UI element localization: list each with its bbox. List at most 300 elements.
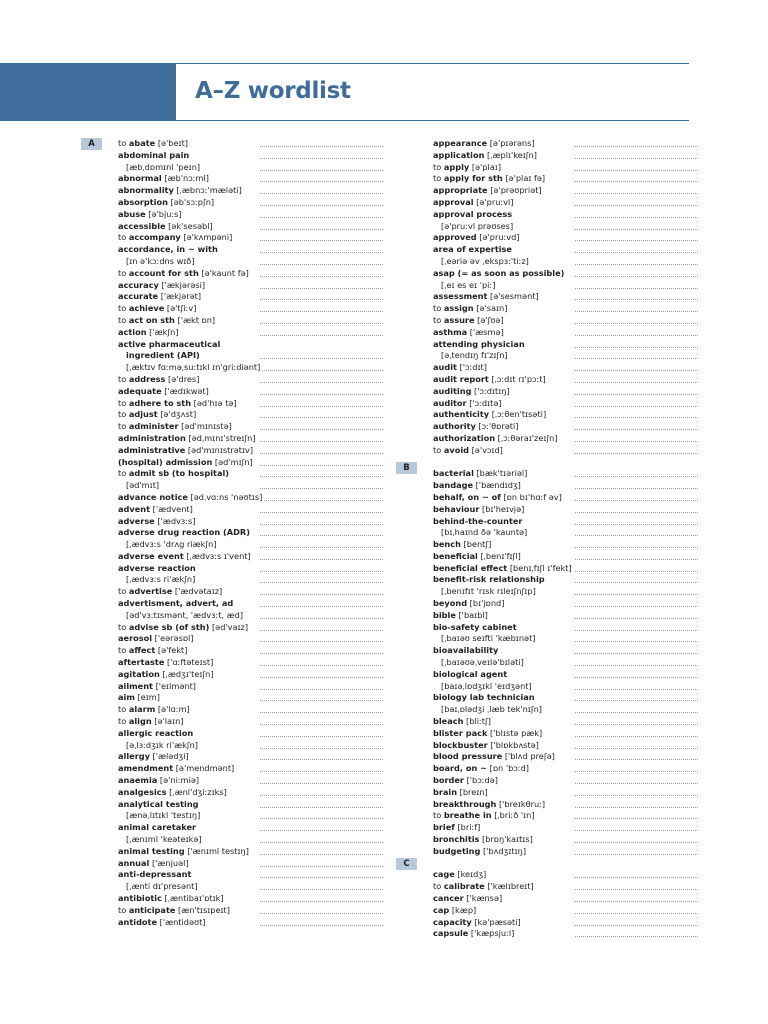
translation-writing-line[interactable]: [260, 677, 383, 678]
translation-writing-line[interactable]: [260, 311, 383, 312]
headword: behind-the-counter: [433, 515, 523, 526]
translation-writing-line[interactable]: [575, 524, 698, 525]
translation-writing-line[interactable]: [260, 465, 383, 466]
translation-writing-line[interactable]: [260, 205, 383, 206]
wordlist-entry: [433, 398, 698, 410]
pronunciation: [ˌænti dɪ'presənt]: [126, 881, 198, 892]
entry-prefix: to: [118, 586, 129, 597]
headword: accuracy: [118, 279, 159, 290]
headword: asthma: [433, 326, 468, 337]
wordlist-entry: [433, 339, 698, 351]
pronunciation: [ænəˌlɪtɪkl 'testɪŋ]: [126, 810, 201, 821]
entry-prefix: to: [433, 314, 444, 325]
pronunciation: [əd'hɪə tə]: [191, 397, 237, 408]
pronunciation: [kə'pæsəti]: [471, 916, 521, 927]
wordlist-entry: [118, 327, 383, 339]
pronunciation: [ˌædvɜːs ri'ækʃn]: [126, 574, 196, 585]
translation-writing-line[interactable]: [260, 181, 383, 182]
entry-text: [433, 917, 523, 927]
entry-text: [441, 256, 531, 266]
translation-writing-line[interactable]: [260, 547, 383, 548]
translation-writing-line[interactable]: [575, 358, 698, 359]
translation-writing-line[interactable]: [575, 264, 698, 265]
wordlist-entry: [433, 244, 698, 256]
translation-writing-line[interactable]: [260, 559, 383, 560]
wordlist-entry: [118, 586, 383, 598]
headword: adequate: [118, 385, 162, 396]
entry-text: [118, 716, 185, 726]
translation-writing-line[interactable]: [260, 889, 383, 890]
wordlist-entry: [433, 409, 698, 421]
translation-writing-line[interactable]: [260, 913, 383, 914]
wordlist-entry-continuation: [118, 834, 383, 846]
translation-writing-line[interactable]: [260, 807, 383, 808]
translation-writing-line[interactable]: [575, 606, 698, 607]
translation-writing-line[interactable]: [575, 512, 698, 513]
entry-text: [118, 409, 198, 419]
pronunciation: [əd'vɜːtɪsmənt, 'ædvɜːt, æd]: [126, 609, 244, 620]
entry-prefix: to: [118, 468, 129, 479]
entry-text: [118, 775, 201, 785]
headword: adverse drug reaction (ADR): [118, 527, 250, 538]
headword: abdominal pain: [118, 149, 190, 160]
translation-writing-line[interactable]: [260, 724, 383, 725]
translation-writing-line[interactable]: [260, 453, 383, 454]
entry-text: [433, 421, 520, 431]
translation-writing-line[interactable]: [575, 229, 698, 230]
translation-writing-line[interactable]: [575, 889, 698, 890]
translation-writing-line[interactable]: [260, 712, 383, 713]
headword: annual: [118, 857, 150, 868]
translation-writing-line[interactable]: [260, 818, 383, 819]
headword: bacterial: [433, 468, 474, 479]
translation-writing-line[interactable]: [260, 866, 383, 867]
headword: ailment: [118, 680, 153, 691]
pronunciation: [bɪ'heɪvjə]: [479, 503, 525, 514]
page-title: A–Z wordlist: [195, 78, 351, 104]
wordlist-entry: [433, 303, 698, 315]
translation-writing-line[interactable]: [575, 936, 698, 937]
headword: appropriate: [433, 185, 488, 196]
translation-writing-line[interactable]: [260, 158, 383, 159]
translation-writing-line[interactable]: [575, 641, 698, 642]
entry-text: [433, 751, 557, 761]
pronunciation: [bliːtʃ]: [463, 716, 491, 727]
translation-writing-line[interactable]: [575, 653, 698, 654]
translation-writing-line[interactable]: [575, 618, 698, 619]
pronunciation: [æbˌdɒmɪnl 'peɪn]: [126, 161, 201, 172]
entry-text: [441, 280, 497, 290]
translation-writing-line[interactable]: [260, 370, 383, 371]
wordlist-entry: [433, 740, 698, 752]
translation-writing-line[interactable]: [260, 736, 383, 737]
translation-writing-line[interactable]: [260, 417, 383, 418]
wordlist-entry-continuation: [118, 740, 383, 752]
entry-text: [118, 280, 207, 290]
entry-text: [433, 303, 509, 313]
translation-writing-line[interactable]: [260, 842, 383, 843]
translation-writing-line[interactable]: [575, 429, 698, 430]
headword: abate: [128, 138, 156, 148]
translation-writing-line[interactable]: [260, 854, 383, 855]
entry-text: [433, 445, 505, 455]
translation-writing-line[interactable]: [575, 901, 698, 902]
pronunciation: [ˌbenɪfɪt 'rɪsk rɪleɪʃnʃɪp]: [441, 586, 536, 597]
headword: anti-depressant: [118, 869, 192, 880]
entry-text: [118, 905, 232, 915]
entry-text: [118, 303, 198, 313]
entry-text: [433, 468, 529, 478]
entry-prefix: to: [433, 444, 444, 455]
headword: capsule: [433, 928, 469, 939]
translation-writing-line[interactable]: [260, 901, 383, 902]
translation-writing-line[interactable]: [260, 193, 383, 194]
translation-writing-line[interactable]: [260, 830, 383, 831]
translation-writing-line[interactable]: [260, 771, 383, 772]
translation-writing-line[interactable]: [260, 925, 383, 926]
wordlist-entry: [433, 905, 698, 917]
wordlist-entry: [118, 681, 383, 693]
entry-text: [433, 209, 514, 219]
translation-writing-line[interactable]: [260, 288, 383, 289]
pronunciation: [bɪ'jɒnd]: [467, 598, 505, 609]
headword: biology lab technician: [433, 692, 535, 703]
entry-text: [118, 138, 190, 148]
wordlist-entry: [118, 209, 383, 221]
wordlist-entry: [118, 232, 383, 244]
wordlist-entry: [118, 386, 383, 398]
pronunciation: ['eərəsɒl]: [152, 633, 194, 644]
wordlist-entry: [433, 516, 698, 528]
translation-writing-line[interactable]: [575, 571, 698, 572]
translation-writing-line[interactable]: [575, 311, 698, 312]
translation-writing-line[interactable]: [575, 453, 698, 454]
translation-writing-line[interactable]: [260, 700, 383, 701]
headword: cage: [433, 869, 455, 880]
translation-writing-line[interactable]: [260, 571, 383, 572]
translation-writing-line[interactable]: [575, 276, 698, 277]
translation-writing-line[interactable]: [575, 913, 698, 914]
wordlist-entry: [118, 421, 383, 433]
translation-writing-line[interactable]: [575, 818, 698, 819]
translation-writing-line[interactable]: [260, 240, 383, 241]
pronunciation: [ˌæntibaɪ'ɒtɪk]: [161, 893, 224, 903]
entry-text: [118, 846, 251, 856]
translation-writing-line[interactable]: [575, 323, 698, 324]
entry-text: [433, 763, 531, 773]
entry-text: [433, 622, 519, 632]
entry-text: [433, 728, 544, 738]
pronunciation: [ədˌvɑːns 'nəʊtɪs]: [187, 491, 263, 502]
translation-writing-line[interactable]: [260, 653, 383, 654]
pronunciation: ['ædvent]: [150, 503, 193, 514]
translation-writing-line[interactable]: [575, 795, 698, 796]
translation-writing-line[interactable]: [575, 547, 698, 548]
headword: allergic reaction: [118, 727, 194, 738]
translation-writing-line[interactable]: [575, 240, 698, 241]
wordlist-entry: [118, 858, 383, 870]
entry-text: [433, 574, 547, 584]
pronunciation: [ə'mendmənt]: [173, 763, 235, 774]
translation-writing-line[interactable]: [575, 712, 698, 713]
translation-writing-line[interactable]: [260, 146, 383, 147]
wordlist-entry: [433, 810, 698, 822]
translation-writing-line[interactable]: [260, 606, 383, 607]
entry-text: [433, 740, 541, 750]
pronunciation: ['kænsə]: [463, 893, 503, 903]
translation-writing-line[interactable]: [575, 299, 698, 300]
translation-writing-line[interactable]: [575, 559, 698, 560]
translation-writing-line[interactable]: [260, 441, 383, 442]
wordlist-entry: [433, 775, 698, 787]
entry-text: [433, 398, 504, 408]
headword: area of expertise: [433, 244, 512, 255]
translation-writing-line[interactable]: [260, 170, 383, 171]
entry-prefix: to: [433, 173, 444, 184]
translation-writing-line[interactable]: [575, 582, 698, 583]
headword: accordance, in ~ with: [118, 244, 218, 255]
translation-writing-line[interactable]: [575, 193, 698, 194]
translation-writing-line[interactable]: [260, 512, 383, 513]
entry-text: [433, 869, 488, 879]
headword: application: [433, 149, 485, 160]
translation-writing-line[interactable]: [260, 618, 383, 619]
entry-text: [118, 704, 192, 714]
translation-writing-line[interactable]: [260, 582, 383, 583]
translation-writing-line[interactable]: [260, 358, 383, 359]
entry-text: [433, 905, 478, 915]
entry-text: [126, 539, 219, 549]
entry-text: [118, 622, 250, 632]
translation-writing-line[interactable]: [575, 394, 698, 395]
pronunciation: [ə'sesmənt]: [487, 291, 539, 302]
entry-text: [441, 704, 544, 714]
translation-writing-line[interactable]: [575, 724, 698, 725]
translation-writing-line[interactable]: [260, 524, 383, 525]
entry-text: [118, 728, 195, 738]
entry-text: [433, 409, 548, 419]
translation-writing-line[interactable]: [260, 535, 383, 536]
translation-writing-line[interactable]: [575, 665, 698, 666]
pronunciation: ['bɔːdə]: [463, 775, 498, 786]
translation-writing-line[interactable]: [575, 370, 698, 371]
headword: analytical testing: [118, 798, 199, 809]
wordlist-entry: [433, 480, 698, 492]
entry-text: [118, 398, 239, 408]
translation-writing-line[interactable]: [575, 842, 698, 843]
wordlist-entry: [118, 244, 383, 256]
translation-writing-line[interactable]: [575, 417, 698, 418]
translation-writing-line[interactable]: [575, 217, 698, 218]
pronunciation: ['ækt ɒn]: [174, 314, 216, 325]
entry-text: [118, 374, 201, 384]
wordlist-entry: [118, 492, 383, 504]
headword: advertisment, advert, ad: [118, 598, 234, 609]
pronunciation: [brɒŋ'kaɪtɪs]: [479, 834, 533, 845]
translation-writing-line[interactable]: [260, 264, 383, 265]
headword: budgeting: [433, 845, 481, 856]
translation-writing-line[interactable]: [260, 276, 383, 277]
translation-writing-line[interactable]: [575, 854, 698, 855]
wordlist-entry: [118, 433, 383, 445]
translation-writing-line[interactable]: [260, 641, 383, 642]
entry-prefix: to: [118, 409, 129, 420]
translation-writing-line[interactable]: [575, 807, 698, 808]
translation-writing-line[interactable]: [575, 146, 698, 147]
translation-writing-line[interactable]: [575, 170, 698, 171]
wordlist-entry: [118, 787, 383, 799]
entry-text: [118, 315, 217, 325]
translation-writing-line[interactable]: [575, 382, 698, 383]
translation-writing-line[interactable]: [575, 830, 698, 831]
entry-text: [118, 917, 208, 927]
entry-text: [126, 574, 197, 584]
pronunciation: ['blʌd preʃə]: [502, 751, 555, 762]
translation-writing-line[interactable]: [260, 394, 383, 395]
translation-writing-line[interactable]: [260, 877, 383, 878]
translation-writing-line[interactable]: [260, 323, 383, 324]
translation-writing-line[interactable]: [260, 217, 383, 218]
pronunciation: [ˌbriːð 'ɪn]: [491, 810, 535, 821]
entry-text: [118, 516, 197, 526]
pronunciation: [ɒn bɪ'hɑːf əv]: [500, 491, 562, 502]
translation-writing-line[interactable]: [260, 630, 383, 631]
translation-writing-line[interactable]: [575, 406, 698, 407]
translation-writing-line[interactable]: [575, 783, 698, 784]
wordlist-entry: [118, 657, 383, 669]
entry-text: [126, 834, 204, 844]
translation-writing-line[interactable]: [260, 665, 383, 666]
translation-writing-line[interactable]: [260, 299, 383, 300]
translation-writing-line[interactable]: [575, 476, 698, 477]
translation-writing-line[interactable]: [260, 783, 383, 784]
entry-text: [118, 799, 201, 809]
pronunciation: ['ækjərət]: [158, 291, 202, 302]
translation-writing-line[interactable]: [260, 500, 383, 501]
wordlist-entry-continuation: [118, 162, 383, 174]
headword: calibrate: [443, 881, 485, 892]
wordlist-entry-continuation: [433, 657, 698, 669]
entry-text: [118, 457, 255, 467]
pronunciation: ['ækʃn]: [146, 326, 179, 337]
translation-writing-line[interactable]: [260, 229, 383, 230]
headword: assessment: [433, 291, 488, 302]
pronunciation: [ɪn ə'kɔːdns wɪð]: [126, 255, 195, 266]
wordlist-entry: [118, 303, 383, 315]
pronunciation: [ə'beɪt]: [155, 138, 188, 148]
entry-text: [433, 339, 527, 349]
translation-writing-line[interactable]: [575, 288, 698, 289]
entry-prefix: to: [433, 303, 444, 314]
wordlist-entry-continuation: [118, 810, 383, 822]
wordlist-entry: [433, 622, 698, 634]
translation-writing-line[interactable]: [260, 759, 383, 760]
translation-writing-line[interactable]: [575, 181, 698, 182]
translation-writing-line[interactable]: [575, 736, 698, 737]
translation-writing-line[interactable]: [260, 476, 383, 477]
translation-writing-line[interactable]: [575, 500, 698, 501]
translation-writing-line[interactable]: [260, 406, 383, 407]
entry-text: [433, 162, 503, 172]
translation-writing-line[interactable]: [575, 877, 698, 878]
entry-text: [118, 787, 229, 797]
translation-writing-line[interactable]: [575, 158, 698, 159]
headword: attending physician: [433, 338, 525, 349]
entry-text: [118, 386, 211, 396]
translation-writing-line[interactable]: [260, 795, 383, 796]
wordlist-entry: [433, 799, 698, 811]
pronunciation: ['baɪbl]: [455, 609, 488, 620]
translation-writing-line[interactable]: [575, 205, 698, 206]
translation-writing-line[interactable]: [575, 759, 698, 760]
wordlist-entry: [433, 268, 698, 280]
wordlist-entry: [118, 516, 383, 528]
translation-writing-line[interactable]: [575, 700, 698, 701]
translation-writing-line[interactable]: [575, 677, 698, 678]
translation-writing-line[interactable]: [260, 594, 383, 595]
entry-text: [118, 751, 191, 761]
headword: animal testing: [118, 845, 185, 856]
translation-writing-line[interactable]: [575, 335, 698, 336]
entry-text: [118, 586, 224, 596]
translation-writing-line[interactable]: [260, 748, 383, 749]
wordlist-entry: [118, 445, 383, 457]
pronunciation: [əˌlɜːdʒɪk ri'ækʃn]: [126, 739, 198, 750]
pronunciation: [ˌænl'dʒiːzɪks]: [166, 786, 227, 797]
entry-prefix: to: [118, 704, 129, 715]
translation-writing-line[interactable]: [260, 689, 383, 690]
pronunciation: [æb'nɔːml]: [161, 173, 209, 184]
wordlist-entry: [118, 374, 383, 386]
translation-writing-line[interactable]: [575, 347, 698, 348]
translation-writing-line[interactable]: [260, 429, 383, 430]
entry-text: [441, 633, 537, 643]
translation-writing-line[interactable]: [575, 252, 698, 253]
pronunciation: [ˌɔːdɪt rɪ'pɔːt]: [488, 373, 546, 384]
translation-writing-line[interactable]: [575, 535, 698, 536]
pronunciation: [ˌæbnɔː'mæləti]: [173, 185, 242, 196]
pronunciation: [kæp]: [449, 904, 477, 915]
pronunciation: [ə'laɪn]: [151, 716, 184, 727]
headword: beneficial: [433, 550, 478, 561]
pronunciation: [ə'saɪn]: [473, 303, 508, 314]
translation-writing-line[interactable]: [575, 925, 698, 926]
headword: absorption: [118, 196, 168, 207]
translation-writing-line[interactable]: [575, 594, 698, 595]
translation-writing-line[interactable]: [260, 335, 383, 336]
translation-writing-line[interactable]: [260, 488, 383, 489]
pronunciation: [ədˌmɪnɪ'streɪʃn]: [185, 432, 256, 443]
wordlist-entry: [433, 315, 698, 327]
translation-writing-line[interactable]: [575, 771, 698, 772]
translation-writing-line[interactable]: [260, 382, 383, 383]
translation-writing-line[interactable]: [575, 748, 698, 749]
wordlist-entry: [118, 822, 383, 834]
pronunciation: ['ɔːdɪt]: [456, 362, 487, 373]
entry-text: [441, 586, 538, 596]
headword: antibiotic: [118, 893, 162, 903]
translation-writing-line[interactable]: [575, 488, 698, 489]
wordlist-entry: [433, 162, 698, 174]
translation-writing-line[interactable]: [575, 441, 698, 442]
pronunciation: [ə'kʌmpəni]: [180, 232, 233, 243]
translation-writing-line[interactable]: [575, 689, 698, 690]
section-gap: [433, 858, 698, 870]
headword: bible: [433, 609, 456, 620]
translation-writing-line[interactable]: [575, 630, 698, 631]
entry-text: [126, 362, 262, 372]
translation-writing-line[interactable]: [260, 252, 383, 253]
